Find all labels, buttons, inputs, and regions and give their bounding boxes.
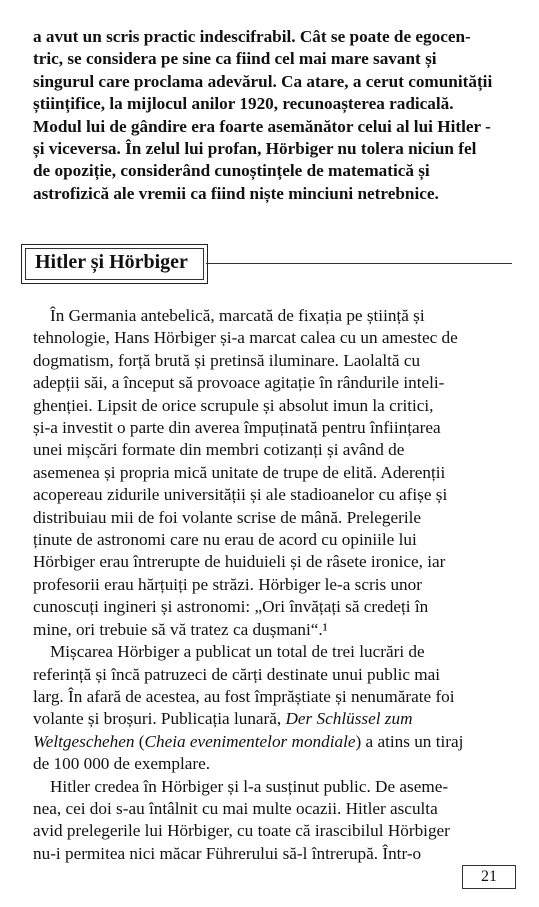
text-line: acopereau zidurile universității și ale stadioanelor cu afișe și <box>33 485 448 505</box>
section-heading-box <box>21 244 208 284</box>
heading-rule <box>206 263 512 264</box>
text-line: avid prelegerile lui Hörbiger, cu toate că irascibilul Hörbiger <box>33 821 450 841</box>
text-line: larg. În afară de acestea, au fost împrăștiate și nenumărate foi <box>33 686 455 706</box>
text-line: de 100 000 de exemplare. <box>33 754 211 774</box>
text-line-mixed <box>33 731 505 753</box>
text-line: mine, ori trebuie să vă tratez ca dușmani“.¹ <box>33 619 328 639</box>
text-line: astrofizică ale vremii ca fiind niște minciuni netrebnice. <box>33 183 439 203</box>
text-span: volante și broșuri. Publicația lunară, <box>33 709 286 729</box>
main-text <box>33 305 505 865</box>
text-line: și-a investit o parte din averea împuținată pentru înființarea <box>33 418 441 438</box>
text-line: Hörbiger erau întrerupte de huiduieli și de râsete ironice, iar <box>33 552 446 572</box>
text-line: ținute de astronomi care nu erau de acord cu opiniile lui <box>33 530 417 550</box>
page-number: 21 <box>462 865 516 889</box>
intro-paragraph <box>33 26 505 205</box>
text-line: de opoziție, considerând cunoștințele de matematică și <box>33 161 430 181</box>
text-line: tehnologie, Hans Hörbiger și-a marcat calea cu un amestec de <box>33 328 458 348</box>
text-line: nea, cei doi s-au întâlnit cu mai multe ocazii. Hitler asculta <box>33 798 438 818</box>
italic-title: Der Schlüssel zum <box>285 709 413 729</box>
text-line: singurul care proclama adevărul. Ca atare, a cerut comunității <box>33 71 493 91</box>
text-line: cunoscuți ingineri și astronomi: „Ori învățați să credeți în <box>33 597 429 617</box>
text-span: ( <box>134 731 145 751</box>
text-line: Mișcarea Hörbiger a publicat un total de trei lucrări de <box>50 642 425 662</box>
italic-title-translation: Cheia evenimentelor mondiale <box>144 731 356 751</box>
text-line: științifice, la mijlocul anilor 1920, recunoașterea radicală. <box>33 94 454 114</box>
text-line: distribuiau mii de foi volante scrise de mână. Prelegerile <box>33 507 422 527</box>
text-line: În Germania antebelică, marcată de fixația pe știință și <box>50 306 425 325</box>
text-line: unei mișcări formate din membri cotizanți și având de <box>33 440 405 460</box>
text-line: profesorii erau hărțuiți pe străzi. Hörbiger le-a scris unor <box>33 574 422 594</box>
section-heading: Hitler și Hörbiger <box>35 251 188 273</box>
text-line: referință și încă patruzeci de cărți destinate unui public mai <box>33 664 441 684</box>
text-line: asemenea și propria mică unitate de trupe de elită. Aderenții <box>33 462 446 482</box>
text-line: și viceversa. În zelul lui profan, Hörbiger nu tolera niciun fel <box>33 139 477 159</box>
text-line: a avut un scris practic indescifrabil. Cât se poate de egocen- <box>33 27 471 46</box>
text-line: Hitler credea în Hörbiger și l-a susținut public. De aseme- <box>50 776 449 796</box>
text-span: ) a atins un tiraj <box>355 731 464 751</box>
text-line: tric, se considera pe sine ca fiind cel mai mare savant și <box>33 49 437 69</box>
text-line: Modul lui de gândire era foarte asemănător celui al lui Hitler - <box>33 116 491 136</box>
text-line: ghenției. Lipsit de orice scrupule și absolut imun la critici, <box>33 395 434 415</box>
text-line: nu-i permitea nici măcar Führerului să-l întrerupă. Într-o <box>33 843 422 863</box>
text-line: dogmatism, forță brută și pretinsă iluminare. Laolaltă cu <box>33 350 421 370</box>
text-line-mixed <box>33 708 505 730</box>
text-line: adepții săi, a început să provoace agitație în rândurile inteli- <box>33 373 445 393</box>
italic-title: Weltgeschehen <box>33 731 135 751</box>
